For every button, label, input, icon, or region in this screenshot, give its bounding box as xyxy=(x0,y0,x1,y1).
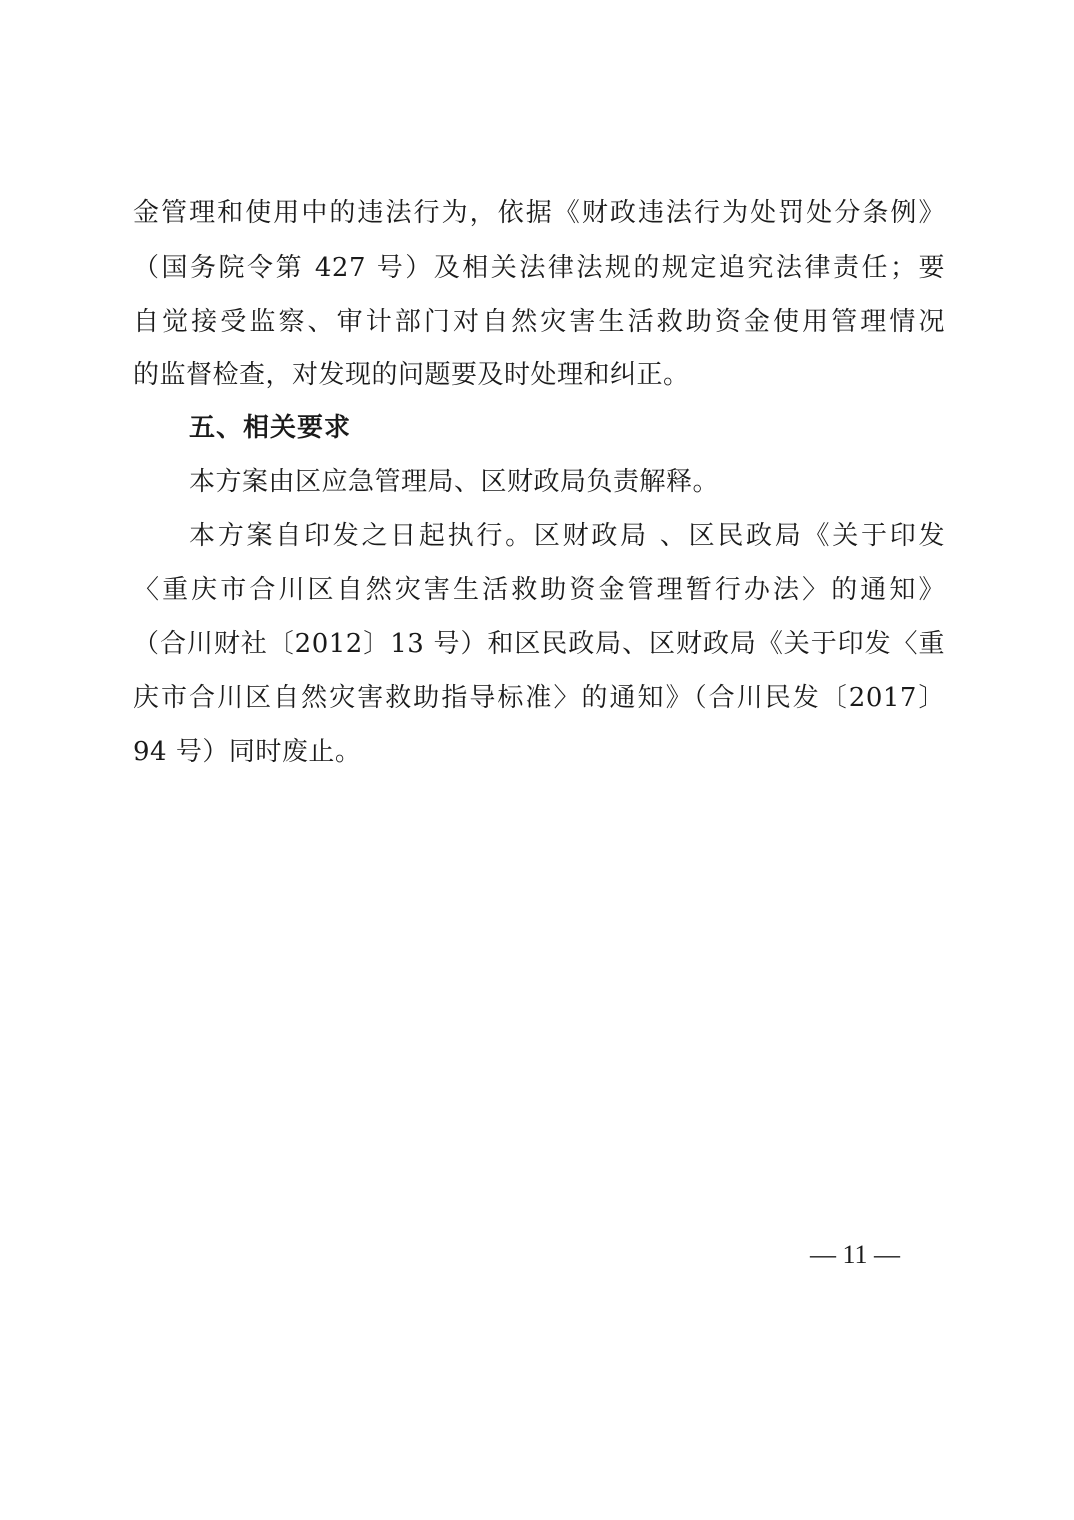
paragraph-line: 自觉接受监察、审计部门对自然灾害生活救助资金使用管理情况 xyxy=(133,307,945,337)
paragraph-line: 〈重庆市合川区自然灾害生活救助资金管理暂行办法〉的通知》 xyxy=(133,575,945,605)
paragraph-line: 94 号）同时废止。 xyxy=(133,737,362,767)
section-heading: 五、相关要求 xyxy=(189,413,352,443)
paragraph-line: 庆市合川区自然灾害救助指导标准〉的通知》（合川民发〔2017〕 xyxy=(133,683,945,713)
paragraph-line: 本方案由区应急管理局、区财政局负责解释。 xyxy=(189,467,720,497)
paragraph-line: （国务院令第 427 号）及相关法律法规的规定追究法律责任；要 xyxy=(133,253,945,283)
paragraph-line: （合川财社〔2012〕13 号）和区民政局、区财政局《关于印发〈重 xyxy=(133,629,945,659)
paragraph-line: 金管理和使用中的违法行为，依据《财政违法行为处罚处分条例》 xyxy=(133,198,945,228)
paragraph-line: 本方案自印发之日起执行。区财政局 、区民政局《关于印发 xyxy=(189,521,945,551)
paragraph-line: 的监督检查，对发现的问题要及时处理和纠正。 xyxy=(133,360,690,390)
page-number: — 11 — xyxy=(810,1240,901,1269)
